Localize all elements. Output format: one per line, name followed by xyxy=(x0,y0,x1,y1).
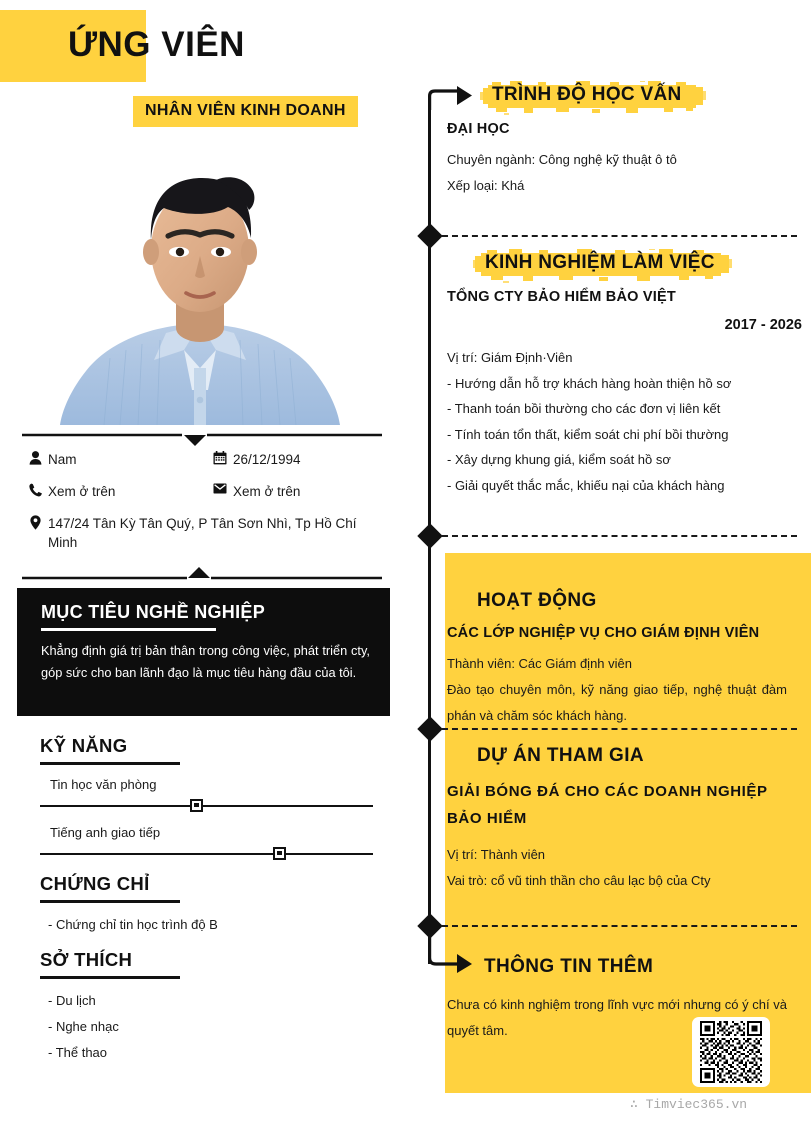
hobbies-section xyxy=(40,949,385,1066)
education-section xyxy=(447,84,802,198)
contact-row xyxy=(22,514,392,552)
experience-duty: - Tính toán tổn thất, kiểm soát chi phí bồi thường xyxy=(447,426,729,442)
projects-section xyxy=(447,745,802,893)
section-separator xyxy=(442,925,797,927)
objective-title: MỤC TIÊU NGHỀ NGHIỆP xyxy=(41,602,266,622)
divider-bottom xyxy=(22,566,382,580)
experience-duty: - Thanh toán bồi thường cho các đơn vị liên kết xyxy=(447,401,721,416)
skill-item xyxy=(40,777,385,813)
activities-detail: Đào tạo chuyên môn, kỹ năng giao tiếp, nghệ thuật đàm phán và chăm sóc khách hàng. xyxy=(447,681,787,723)
activities-title: HOẠT ĐỘNG xyxy=(477,590,597,611)
section-separator xyxy=(442,235,797,237)
experience-position: Vị trí: Giám Định·Viên xyxy=(447,350,573,365)
experience-duty: - Xây dựng khung giá, kiểm soát hồ sơ xyxy=(447,452,671,467)
birthday-value: 26/12/1994 xyxy=(233,452,301,467)
calendar-icon xyxy=(207,450,233,465)
footer-brand: ∴ Timviec365.vn xyxy=(630,1097,748,1112)
skill-track xyxy=(40,805,373,808)
projects-subtitle: GIẢI BÓNG ĐÁ CHO CÁC DOANH NGHIỆP BẢO HIỂM xyxy=(447,783,768,827)
certificates-section xyxy=(40,873,385,938)
career-objective-section xyxy=(17,588,390,716)
contact-row xyxy=(22,450,392,469)
experience-header xyxy=(485,252,715,274)
gender-value: Nam xyxy=(48,452,77,467)
education-major: Chuyên ngành: Công nghệ kỹ thuật ô tô xyxy=(447,152,677,167)
page-title: ỨNG VIÊN xyxy=(68,25,245,64)
experience-section xyxy=(447,252,802,498)
education-title: TRÌNH ĐỘ HỌC VẤN xyxy=(492,84,682,105)
skill-name: Tiếng anh giao tiếp xyxy=(50,824,161,840)
experience-title: KINH NGHIỆM LÀM VIỆC xyxy=(485,252,715,273)
phone-icon xyxy=(22,482,48,497)
envelope-icon xyxy=(207,482,233,494)
user-icon xyxy=(22,450,48,465)
education-grade: Xếp loại: Khá xyxy=(447,177,525,193)
education-level: ĐẠI HỌC xyxy=(447,121,510,137)
hobby-item: - Nghe nhạc xyxy=(48,1018,119,1034)
projects-position: Vị trí: Thành viên xyxy=(447,847,546,862)
education-header xyxy=(492,84,682,106)
contact-row xyxy=(22,482,392,501)
projects-role: Vai trò: cổ vũ tinh thần cho câu lạc bộ của Cty xyxy=(447,872,711,888)
email-value: Xem ở trên xyxy=(233,484,301,499)
skill-name: Tin học văn phòng xyxy=(50,776,157,792)
experience-duty: - Hướng dẫn hỗ trợ khách hàng hoàn thiện hồ sơ xyxy=(447,375,732,391)
certificates-title: CHỨNG CHỈ xyxy=(40,873,150,894)
skill-slider-handle[interactable] xyxy=(273,847,286,860)
contact-gender xyxy=(22,450,207,469)
hobbies-rule xyxy=(40,976,180,979)
skills-title: KỸ NĂNG xyxy=(40,735,128,756)
job-title-badge: NHÂN VIÊN KINH DOANH xyxy=(133,96,358,127)
additional-title: THÔNG TIN THÊM xyxy=(484,956,654,977)
skill-track xyxy=(40,853,373,856)
skills-rule xyxy=(40,762,180,765)
hobbies-title: SỞ THÍCH xyxy=(40,949,133,970)
qr-code[interactable] xyxy=(692,1017,770,1087)
experience-duty: - Giải quyết thắc mắc, khiếu nại của khách hàng xyxy=(447,477,725,493)
skill-slider-handle[interactable] xyxy=(190,799,203,812)
location-pin-icon xyxy=(22,514,48,530)
objective-rule xyxy=(41,628,216,631)
timeline-node xyxy=(417,913,442,938)
skills-section xyxy=(40,735,385,861)
objective-text: Khẳng định giá trị bản thân trong công việc, phát triển cty, góp sức cho ban lãnh đạo là mục tiêu hàng đầu của tôi. xyxy=(41,642,370,680)
experience-period: 2017 - 2026 xyxy=(724,317,802,333)
timeline-node xyxy=(417,223,442,248)
activities-subtitle: CÁC LỚP NGHIỆP VỤ CHO GIÁM ĐỊNH VIÊN xyxy=(447,625,760,641)
contact-info xyxy=(22,450,392,565)
skill-item xyxy=(40,825,385,861)
hobby-item: - Du lịch xyxy=(48,992,96,1008)
divider-top xyxy=(22,432,382,446)
phone-value: Xem ở trên xyxy=(48,484,116,499)
additional-text: Chưa có kinh nghiệm trong lĩnh vực mới nhưng có ý chí và quyết tâm. xyxy=(447,997,787,1038)
timeline-node xyxy=(417,716,442,741)
activities-member: Thành viên: Các Giám định viên xyxy=(447,656,632,671)
contact-address xyxy=(22,514,392,552)
experience-company: TỔNG CTY BẢO HIỂM BẢO VIỆT xyxy=(447,289,676,305)
timeline-node xyxy=(417,523,442,548)
address-value: 147/24 Tân Kỳ Tân Quý, P Tân Sơn Nhì, Tp Hồ Chí Minh xyxy=(48,516,357,550)
skill-slider[interactable] xyxy=(40,847,373,861)
projects-title: DỰ ÁN THAM GIA xyxy=(477,745,645,766)
right-column xyxy=(414,0,811,1121)
skill-slider[interactable] xyxy=(40,799,373,813)
avatar xyxy=(50,128,350,425)
contact-email xyxy=(207,482,392,501)
activities-section xyxy=(447,590,802,729)
certificate-item: - Chứng chỉ tin học trình độ B xyxy=(48,916,218,932)
certificates-rule xyxy=(40,900,180,903)
hobby-item: - Thể thao xyxy=(48,1044,108,1060)
contact-phone xyxy=(22,482,207,501)
section-separator xyxy=(442,535,797,537)
contact-birthday xyxy=(207,450,392,469)
